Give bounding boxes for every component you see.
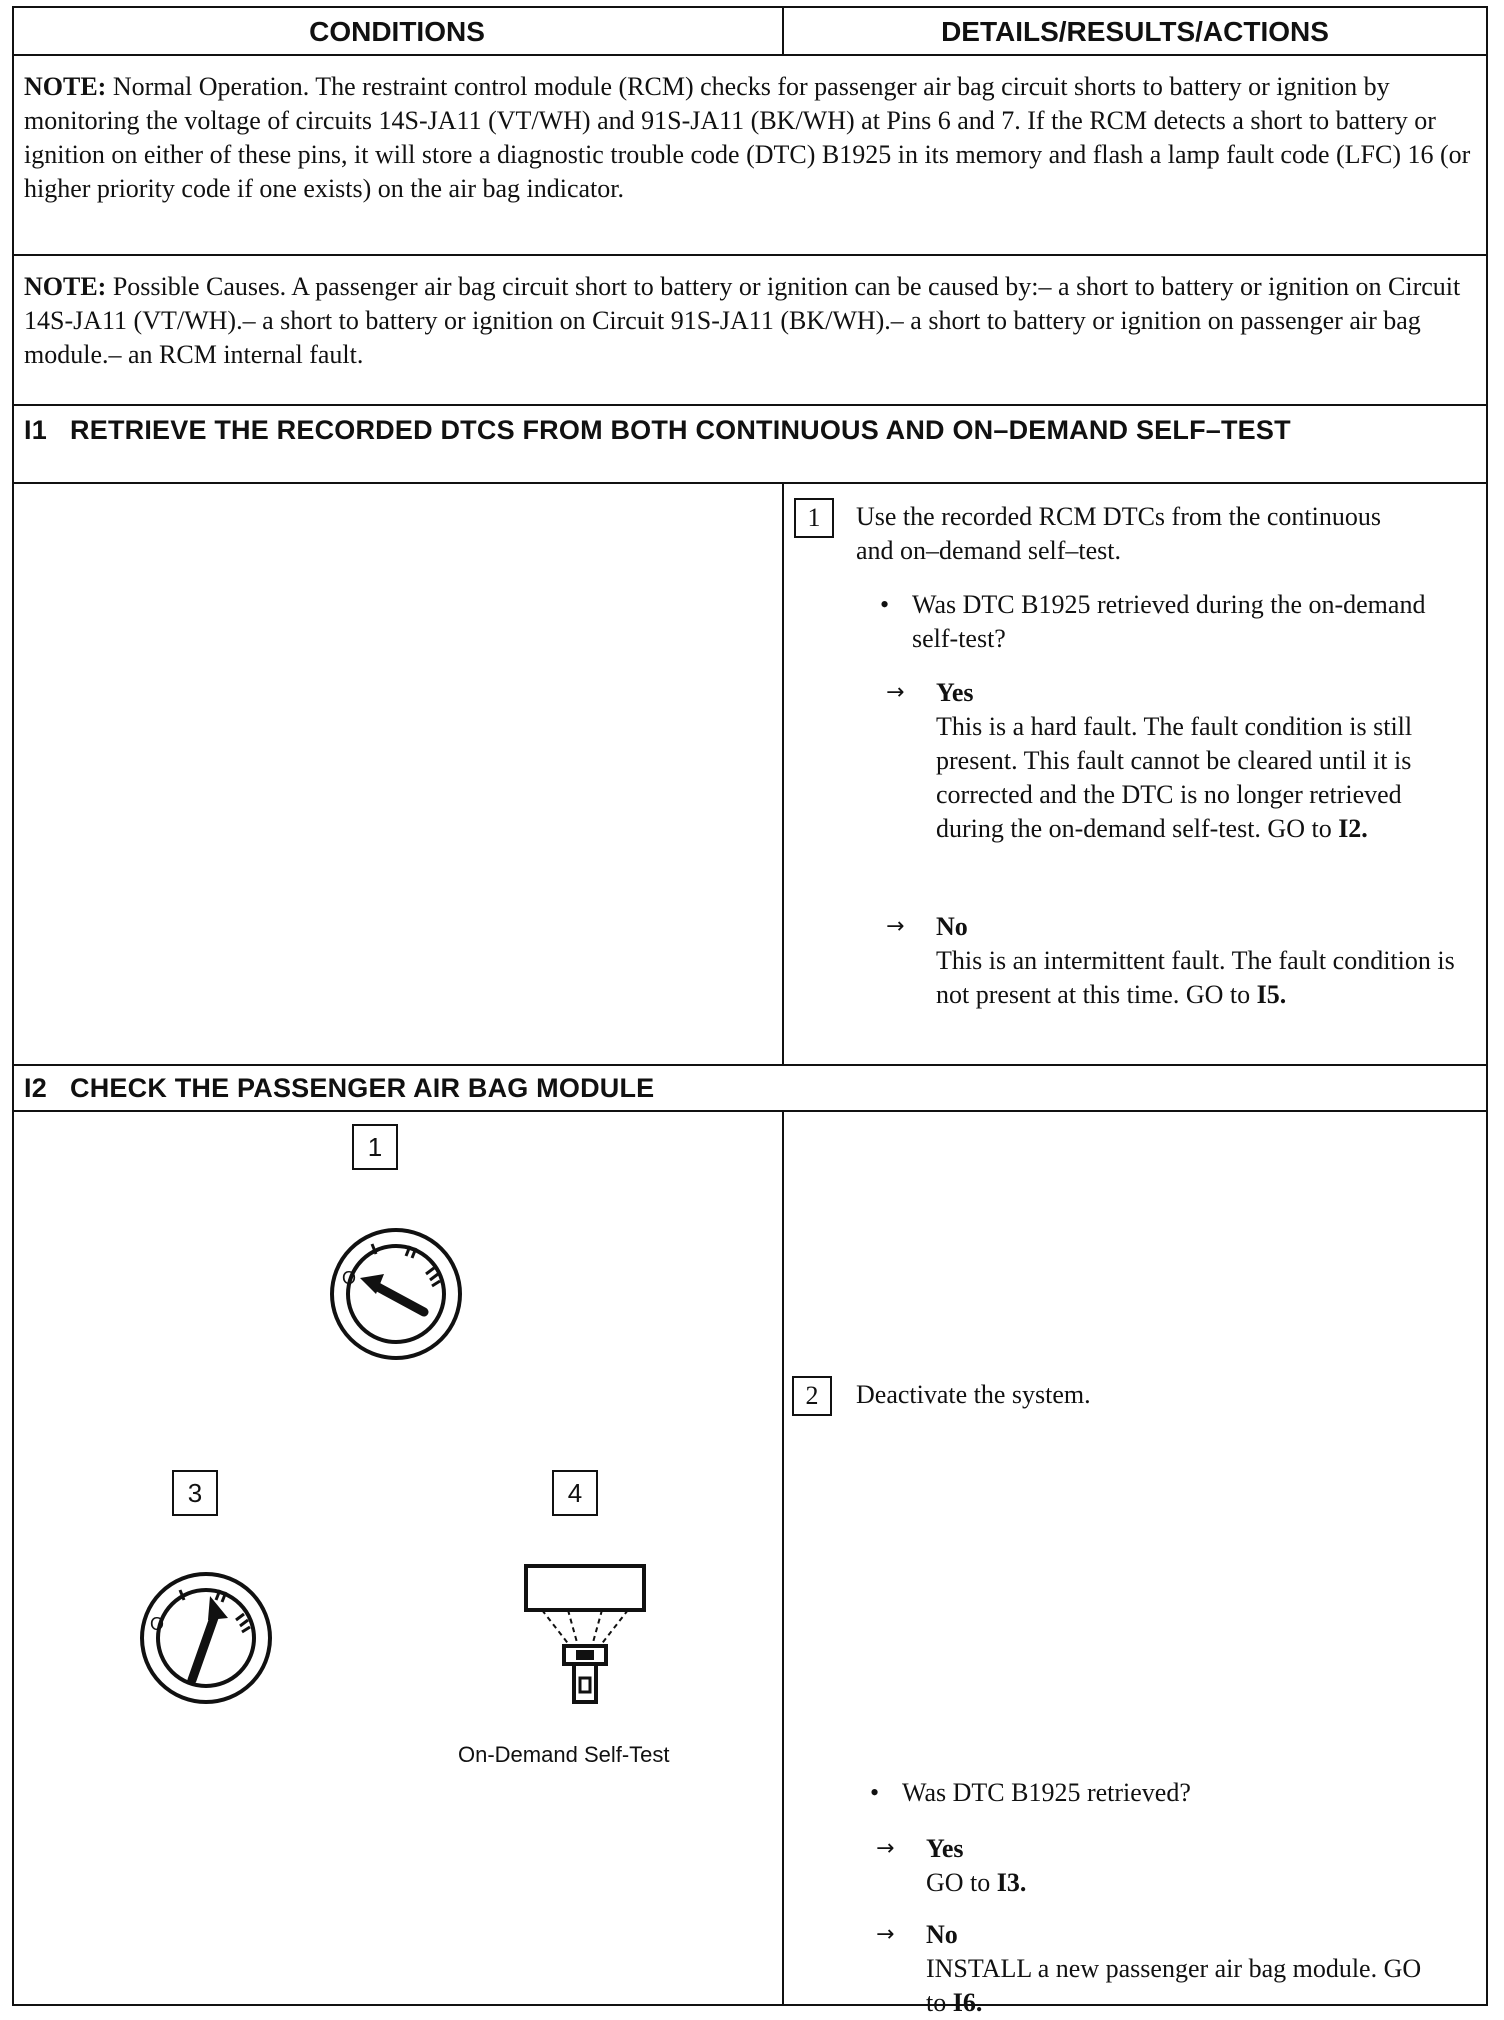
figure-label-4: 4 [552, 1470, 598, 1516]
figure-caption: On-Demand Self-Test [458, 1742, 670, 1767]
step-title-text: RETRIEVE THE RECORDED DTCS FROM BOTH CONTINUOUS AND ON–DEMAND SELF–TEST [70, 415, 1291, 445]
step-i1-title [24, 414, 1464, 446]
note2-rule [12, 404, 1488, 406]
details-header: DETAILS/RESULTS/ACTIONS [941, 16, 1329, 47]
step-id: I2 [24, 1073, 47, 1103]
note-text: Possible Causes. A passenger air bag circuit short to battery or ignition can be caused by:– a short to battery or ignition on Circuit 14S-JA11 (VT/WH).– a short to battery or ignition on Circuit 91S-JA11 (BK/WH).– a short to battery or ignition on passenger air bag module.– an RCM internal fault. [24, 272, 1461, 369]
arrow-right-icon: → [886, 680, 905, 705]
goto-link[interactable]: I3. [996, 1868, 1027, 1897]
action-number-box: 2 [792, 1376, 832, 1416]
goto-link[interactable]: I6. [952, 1988, 983, 2017]
scan-tool-icon [520, 1562, 650, 1712]
yes-result-text: This is a hard fault. The fault condition is still present. This fault cannot be cleared until it is corrected and the DTC is no longer retrieved during the on-demand self-test. GO to I2. [936, 712, 1413, 843]
arrow-right-icon: → [876, 1922, 895, 1947]
note-label: NOTE: [24, 72, 107, 101]
conditions-header: CONDITIONS [309, 16, 485, 47]
header-rule [12, 54, 1488, 56]
question-text: Was DTC B1925 retrieved? [902, 1778, 1191, 1807]
svg-text:O: O [342, 1268, 357, 1288]
step-id: I1 [24, 415, 47, 445]
step-i2-title [24, 1072, 1464, 1104]
i1-bottom-rule [12, 1064, 1488, 1066]
note-possible-causes [24, 270, 1474, 372]
goto-link[interactable]: I2. [1338, 814, 1368, 843]
no-result-text: This is an intermittent fault. The fault condition is not present at this time. GO to I5. [936, 946, 1455, 1009]
action-number-box: 1 [794, 498, 834, 538]
no-label: No [936, 912, 968, 941]
bullet-icon: • [880, 590, 890, 619]
i2-title-rule [12, 1110, 1488, 1112]
bullet-icon: • [870, 1778, 880, 1807]
goto-link[interactable]: I5. [1256, 980, 1287, 1009]
i1-title-rule [12, 482, 1488, 484]
svg-text:O: O [150, 1614, 165, 1634]
ignition-switch-off-icon [326, 1224, 466, 1364]
action-text: Use the recorded RCM DTCs from the continuous and on–demand self–test. [856, 502, 1381, 565]
note-label: NOTE: [24, 272, 107, 301]
yes-label: Yes [926, 1834, 964, 1863]
question-text: Was DTC B1925 retrieved during the on-demand self-test? [912, 590, 1426, 653]
figure-label-3: 3 [172, 1470, 218, 1516]
step-title-text: CHECK THE PASSENGER AIR BAG MODULE [70, 1073, 655, 1103]
i1-divider [782, 482, 784, 1066]
yes-result-text: GO to I3. [926, 1868, 1027, 1897]
note-normal-operation [24, 70, 1474, 206]
arrow-right-icon: → [886, 914, 905, 939]
figure-label-1: 1 [352, 1124, 398, 1170]
yes-label: Yes [936, 678, 974, 707]
note1-rule [12, 254, 1488, 256]
ignition-switch-run-icon [136, 1568, 276, 1708]
no-result-text: INSTALL a new passenger air bag module. GO to I6. [926, 1954, 1422, 2017]
no-label: No [926, 1920, 958, 1949]
arrow-right-icon: → [876, 1836, 895, 1861]
note-text: Normal Operation. The restraint control module (RCM) checks for passenger air bag circuit shorts to battery or ignition by monitoring the voltage of circuits 14S-JA11 (VT/WH) and 91S-JA11 (BK/WH) at Pins 6 and 7. If the RCM detects a short to battery or ignition on either of these pins, it will store a diagnostic trouble code (DTC) B1925 in its memory and flash a lamp fault code (LFC) 16 (or higher priority code if one exists) on the air bag indicator. [24, 72, 1471, 203]
action-text: Deactivate the system. [856, 1380, 1091, 1409]
i2-divider [782, 1110, 784, 2006]
